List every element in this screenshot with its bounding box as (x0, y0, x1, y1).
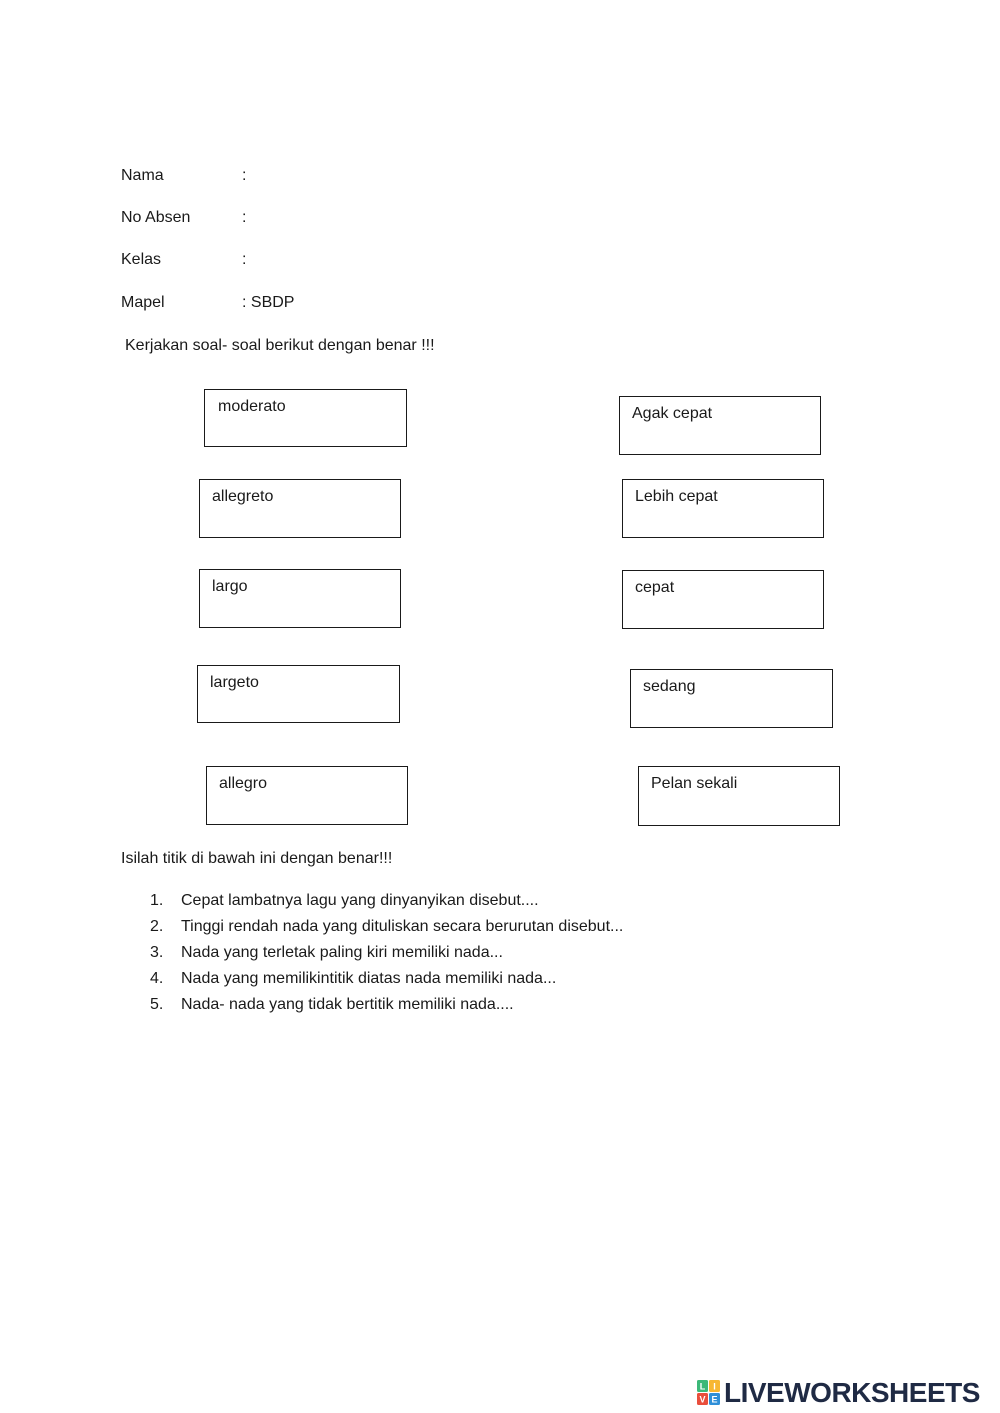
question-number: 4. (150, 970, 164, 987)
instruction-matching: Kerjakan soal- soal berikut dengan benar !!! (125, 337, 435, 354)
question-text: Nada yang terletak paling kiri memiliki nada... (181, 944, 503, 961)
brand-name: LIVEWORKSHEETS (724, 1377, 980, 1408)
match-box-left[interactable] (206, 766, 408, 825)
question-text: Nada yang memilikintitik diatas nada memiliki nada... (181, 970, 557, 987)
field-label: Mapel (121, 294, 165, 311)
field-value: : (242, 251, 247, 268)
field-label: Nama (121, 167, 164, 184)
term-label: allegro (219, 775, 268, 792)
question-number: 3. (150, 944, 164, 961)
term-label: largeto (210, 674, 259, 691)
liveworksheets-logo-icon (697, 1380, 721, 1406)
logo-letter: I (713, 1381, 716, 1392)
meaning-label: Pelan sekali (651, 775, 738, 792)
field-value: : (242, 167, 247, 184)
match-box-right[interactable] (619, 396, 821, 455)
match-box-left[interactable] (197, 665, 400, 723)
liveworksheets-brand (697, 1378, 980, 1408)
field-value: : (242, 209, 247, 226)
instruction-fill-in: Isilah titik di bawah ini dengan benar!!! (121, 850, 393, 867)
term-label: moderato (218, 398, 286, 415)
question-text: Cepat lambatnya lagu yang dinyanyikan disebut.... (181, 892, 539, 909)
logo-letter: V (699, 1394, 706, 1405)
field-label: No Absen (121, 209, 191, 226)
field-label: Kelas (121, 251, 162, 268)
match-box-left[interactable] (204, 389, 407, 447)
meaning-label: sedang (643, 678, 696, 695)
question-number: 1. (150, 892, 164, 909)
logo-letter: L (699, 1381, 706, 1392)
question-number: 5. (150, 996, 164, 1013)
match-box-left[interactable] (199, 569, 401, 628)
meaning-label: Agak cepat (632, 405, 713, 422)
match-box-left[interactable] (199, 479, 401, 538)
term-label: allegreto (212, 488, 274, 505)
question-text: Tinggi rendah nada yang dituliskan secara berurutan disebut... (181, 918, 624, 935)
meaning-label: Lebih cepat (635, 488, 718, 505)
match-box-right[interactable] (622, 570, 824, 629)
match-box-right[interactable] (622, 479, 824, 538)
question-text: Nada- nada yang tidak bertitik memiliki nada.... (181, 996, 514, 1013)
question-number: 2. (150, 918, 164, 935)
logo-letter: E (711, 1394, 718, 1405)
match-box-right[interactable] (630, 669, 833, 728)
field-value: : SBDP (242, 294, 295, 311)
match-box-right[interactable] (638, 766, 840, 826)
term-label: largo (212, 578, 248, 595)
meaning-label: cepat (635, 579, 675, 596)
